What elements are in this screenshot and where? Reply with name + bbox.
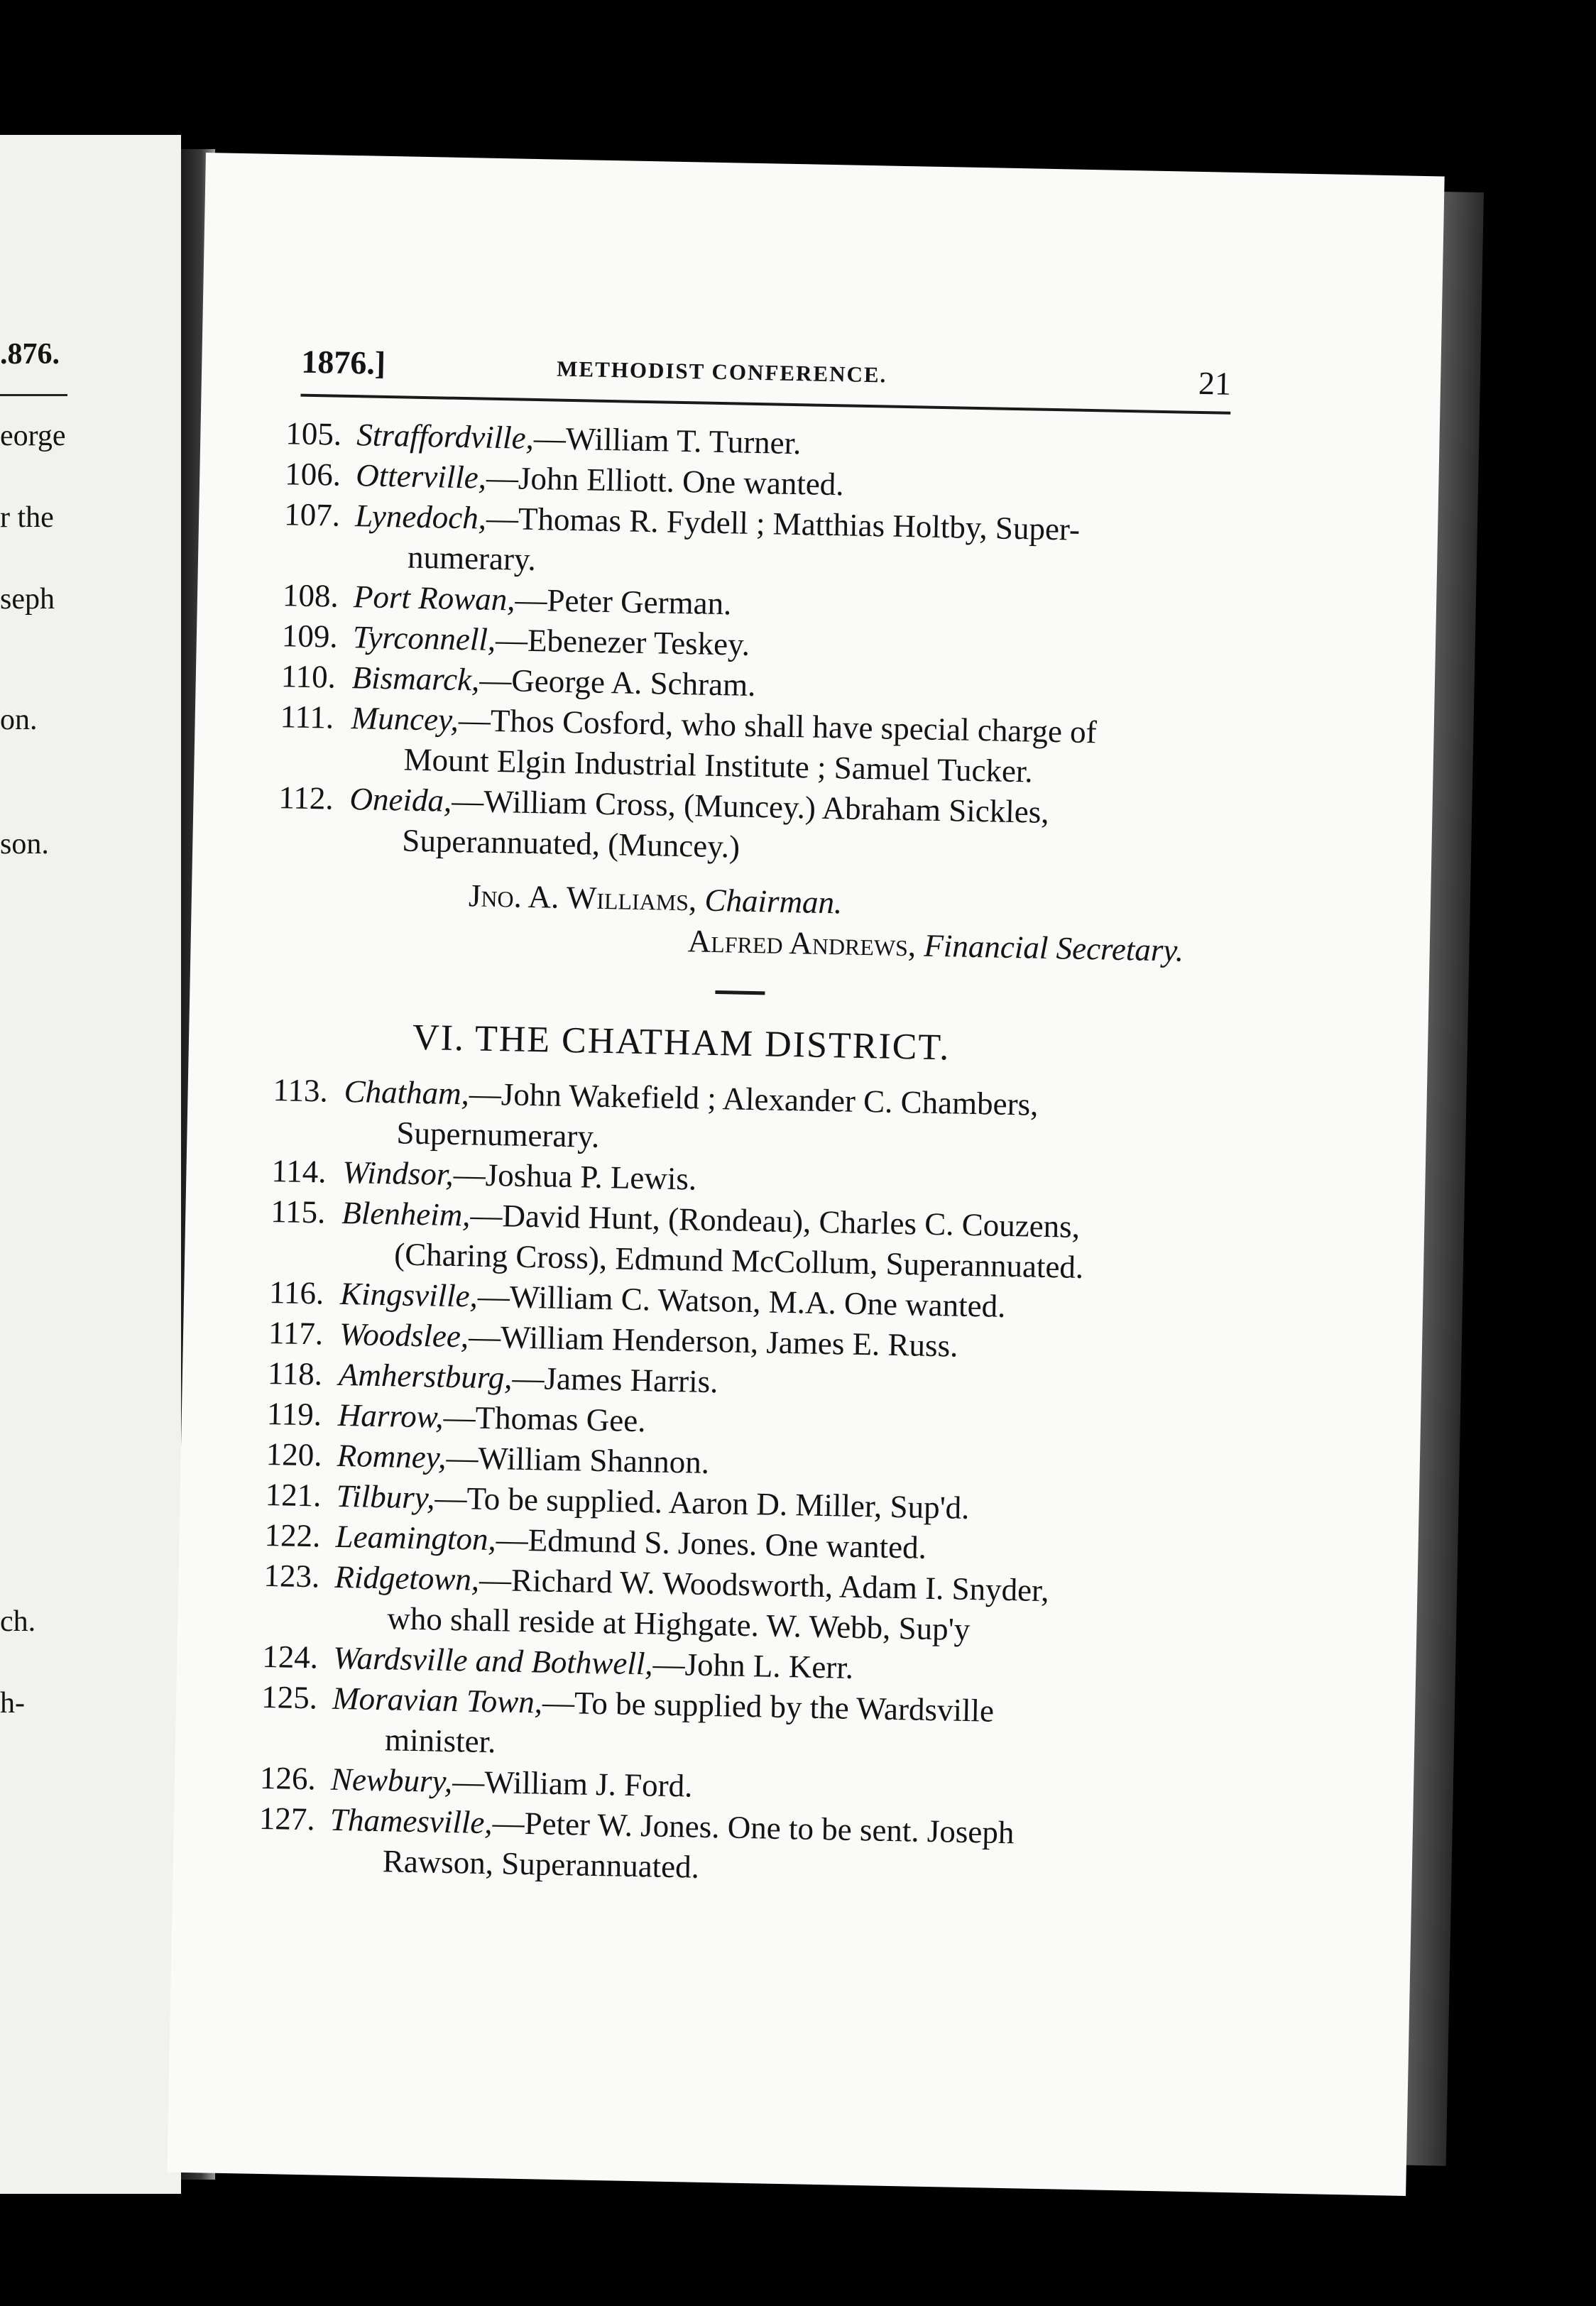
entry-text: —Richard W. Woodsworth, Adam I. Snyder, (479, 1561, 1050, 1609)
signature-line-secretary (687, 920, 1199, 971)
chairman-name: Jno. A. Williams, (468, 878, 697, 918)
entry-text: —Peter German. (515, 581, 732, 622)
section-divider (715, 990, 765, 995)
entry-text: —William Cross, (Muncey.) Abraham Sickles, (451, 782, 1049, 830)
entry-text: —William Shannon. (446, 1439, 710, 1480)
entry-place: Blenheim, (341, 1194, 471, 1233)
entry-number: 124. (261, 1638, 319, 1676)
entry-place: Leamington, (335, 1518, 497, 1558)
circuit-entry (278, 777, 1202, 876)
entry-continuation: Supernumerary. (396, 1115, 600, 1154)
entry-place: Ridgetown, (334, 1558, 480, 1597)
entry-number: 107. (283, 496, 341, 533)
entry-number: 125. (261, 1678, 318, 1716)
entry-place: Thamesville, (329, 1801, 493, 1841)
entry-place: Windsor, (341, 1154, 454, 1192)
left-page-fragment: son. (0, 828, 49, 860)
running-title: METHODIST CONFERENCE. (556, 356, 887, 388)
entry-text: —Thomas Gee. (443, 1399, 647, 1439)
entry-text: —John Elliott. One wanted. (486, 459, 845, 503)
entry-place: Tilbury, (336, 1477, 435, 1516)
entry-number: 109. (281, 618, 339, 655)
entry-place: Bismarck, (351, 660, 480, 698)
entry-number: 122. (264, 1517, 321, 1554)
entry-continuation: numerary. (407, 539, 537, 578)
entry-text: —Ebenezer Teskey. (495, 621, 750, 662)
entry-place: Wardsville and Bothwell, (332, 1639, 654, 1682)
entry-number: 126. (259, 1759, 317, 1797)
entry-place: Newbury, (330, 1761, 453, 1800)
entry-text: —To be supplied. Aaron D. Miller, Sup'd. (434, 1480, 970, 1526)
entry-number: 120. (266, 1436, 323, 1473)
entry-place: Muncey, (351, 700, 459, 738)
entry-number: 106. (284, 456, 341, 493)
entry-text: —To be supplied by the Wardsville (542, 1684, 995, 1729)
entry-number: 118. (267, 1355, 323, 1392)
district-heading: VI. THE CHATHAM DISTRICT. (412, 1017, 951, 1069)
entry-number: 112. (278, 780, 334, 816)
entry-continuation: Mount Elgin Industrial Institute ; Samuel Tucker. (403, 741, 1034, 789)
entry-continuation: Superannuated, (Muncey.) (401, 822, 740, 865)
entry-place: Kingsville, (339, 1275, 479, 1314)
entry-number: 113. (273, 1072, 329, 1109)
entry-number: 114. (271, 1153, 327, 1190)
page-number: 21 (1198, 364, 1232, 402)
left-facing-page (0, 135, 181, 2194)
entry-place: Otterville, (355, 457, 487, 496)
left-page-fragment: h- (0, 1687, 25, 1720)
entry-place: Romney, (337, 1437, 447, 1475)
entry-place: Oneida, (349, 781, 452, 819)
entry-text: —Joshua P. Lewis. (453, 1156, 697, 1197)
secretary-name: Alfred Andrews, (687, 923, 917, 963)
entry-number: 123. (263, 1557, 320, 1595)
running-header (286, 342, 1232, 417)
entry-place: Lynedoch, (354, 498, 487, 536)
entry-text: —David Hunt, (Rondeau), Charles C. Couzens, (470, 1197, 1081, 1245)
secretary-role: Financial Secretary. (923, 927, 1184, 968)
signature-line-chairman (468, 875, 1200, 930)
entry-place: Amherstburg, (338, 1356, 513, 1396)
entry-place: Port Rowan, (353, 579, 515, 618)
circuit-list-part1 (278, 413, 1209, 876)
entry-place: Chatham, (344, 1073, 470, 1112)
entry-number: 119. (266, 1395, 322, 1433)
entry-number: 110. (280, 658, 337, 695)
page-content (258, 342, 1232, 1897)
entry-continuation: (Charing Cross), Edmund McCollum, Superannuated. (393, 1236, 1084, 1286)
entry-number: 105. (285, 415, 342, 452)
left-page-fragment: on. (0, 704, 38, 736)
left-page-fragment: eorge (0, 420, 66, 452)
entry-number: 116. (268, 1274, 324, 1311)
entry-place: Moravian Town, (332, 1680, 543, 1720)
entry-text: —Thomas R. Fydell ; Matthias Holtby, Super- (486, 500, 1081, 547)
left-page-fragment: seph (0, 583, 55, 616)
entry-number: 127. (258, 1800, 316, 1837)
entry-text: —Peter W. Jones. One to be sent. Joseph (492, 1805, 1015, 1851)
left-page-rule (0, 394, 67, 396)
signature-block (467, 875, 1200, 971)
entry-text: —John L. Kerr. (652, 1646, 854, 1685)
left-page-fragment: r the (0, 501, 54, 534)
entry-number: 121. (265, 1476, 322, 1514)
entry-place: Tyrconnell, (352, 619, 496, 657)
entry-text: —John Wakefield ; Alexander C. Chambers, (469, 1076, 1039, 1122)
entry-continuation: who shall reside at Highgate. W. Webb, Sup'y (386, 1600, 971, 1648)
header-year: 1876.] (300, 343, 386, 381)
entry-text: —Edmund S. Jones. One wanted. (496, 1521, 927, 1565)
entry-number: 108. (282, 577, 339, 614)
circuit-entry (258, 1798, 1182, 1897)
entry-text: —William J. Ford. (452, 1764, 693, 1804)
entry-text: —Thos Cosford, who shall have special charge of (458, 701, 1098, 750)
entry-text: —James Harris. (512, 1360, 718, 1400)
entry-text: —William C. Watson, M.A. One wanted. (477, 1278, 1006, 1324)
entry-place: Woodslee, (339, 1316, 469, 1355)
book-page (167, 153, 1444, 2196)
left-page-fragment: .876. (0, 338, 60, 371)
entry-number: 111. (280, 699, 334, 736)
circuit-list-part2 (258, 1070, 1196, 1897)
entry-place: Harrow, (337, 1397, 444, 1435)
entry-continuation: minister. (384, 1722, 496, 1760)
entry-text: —William Henderson, James E. Russ. (468, 1318, 958, 1364)
entry-text: —William T. Turner. (533, 420, 802, 461)
entry-number: 115. (270, 1193, 326, 1230)
header-rule (300, 394, 1230, 415)
left-page-fragment: ch. (0, 1605, 36, 1638)
chairman-role: Chairman. (704, 882, 843, 921)
entry-text: —George A. Schram. (479, 662, 756, 703)
entry-number: 117. (268, 1315, 324, 1352)
entry-continuation: Rawson, Superannuated. (382, 1843, 700, 1885)
entry-place: Straffordville, (356, 417, 535, 456)
